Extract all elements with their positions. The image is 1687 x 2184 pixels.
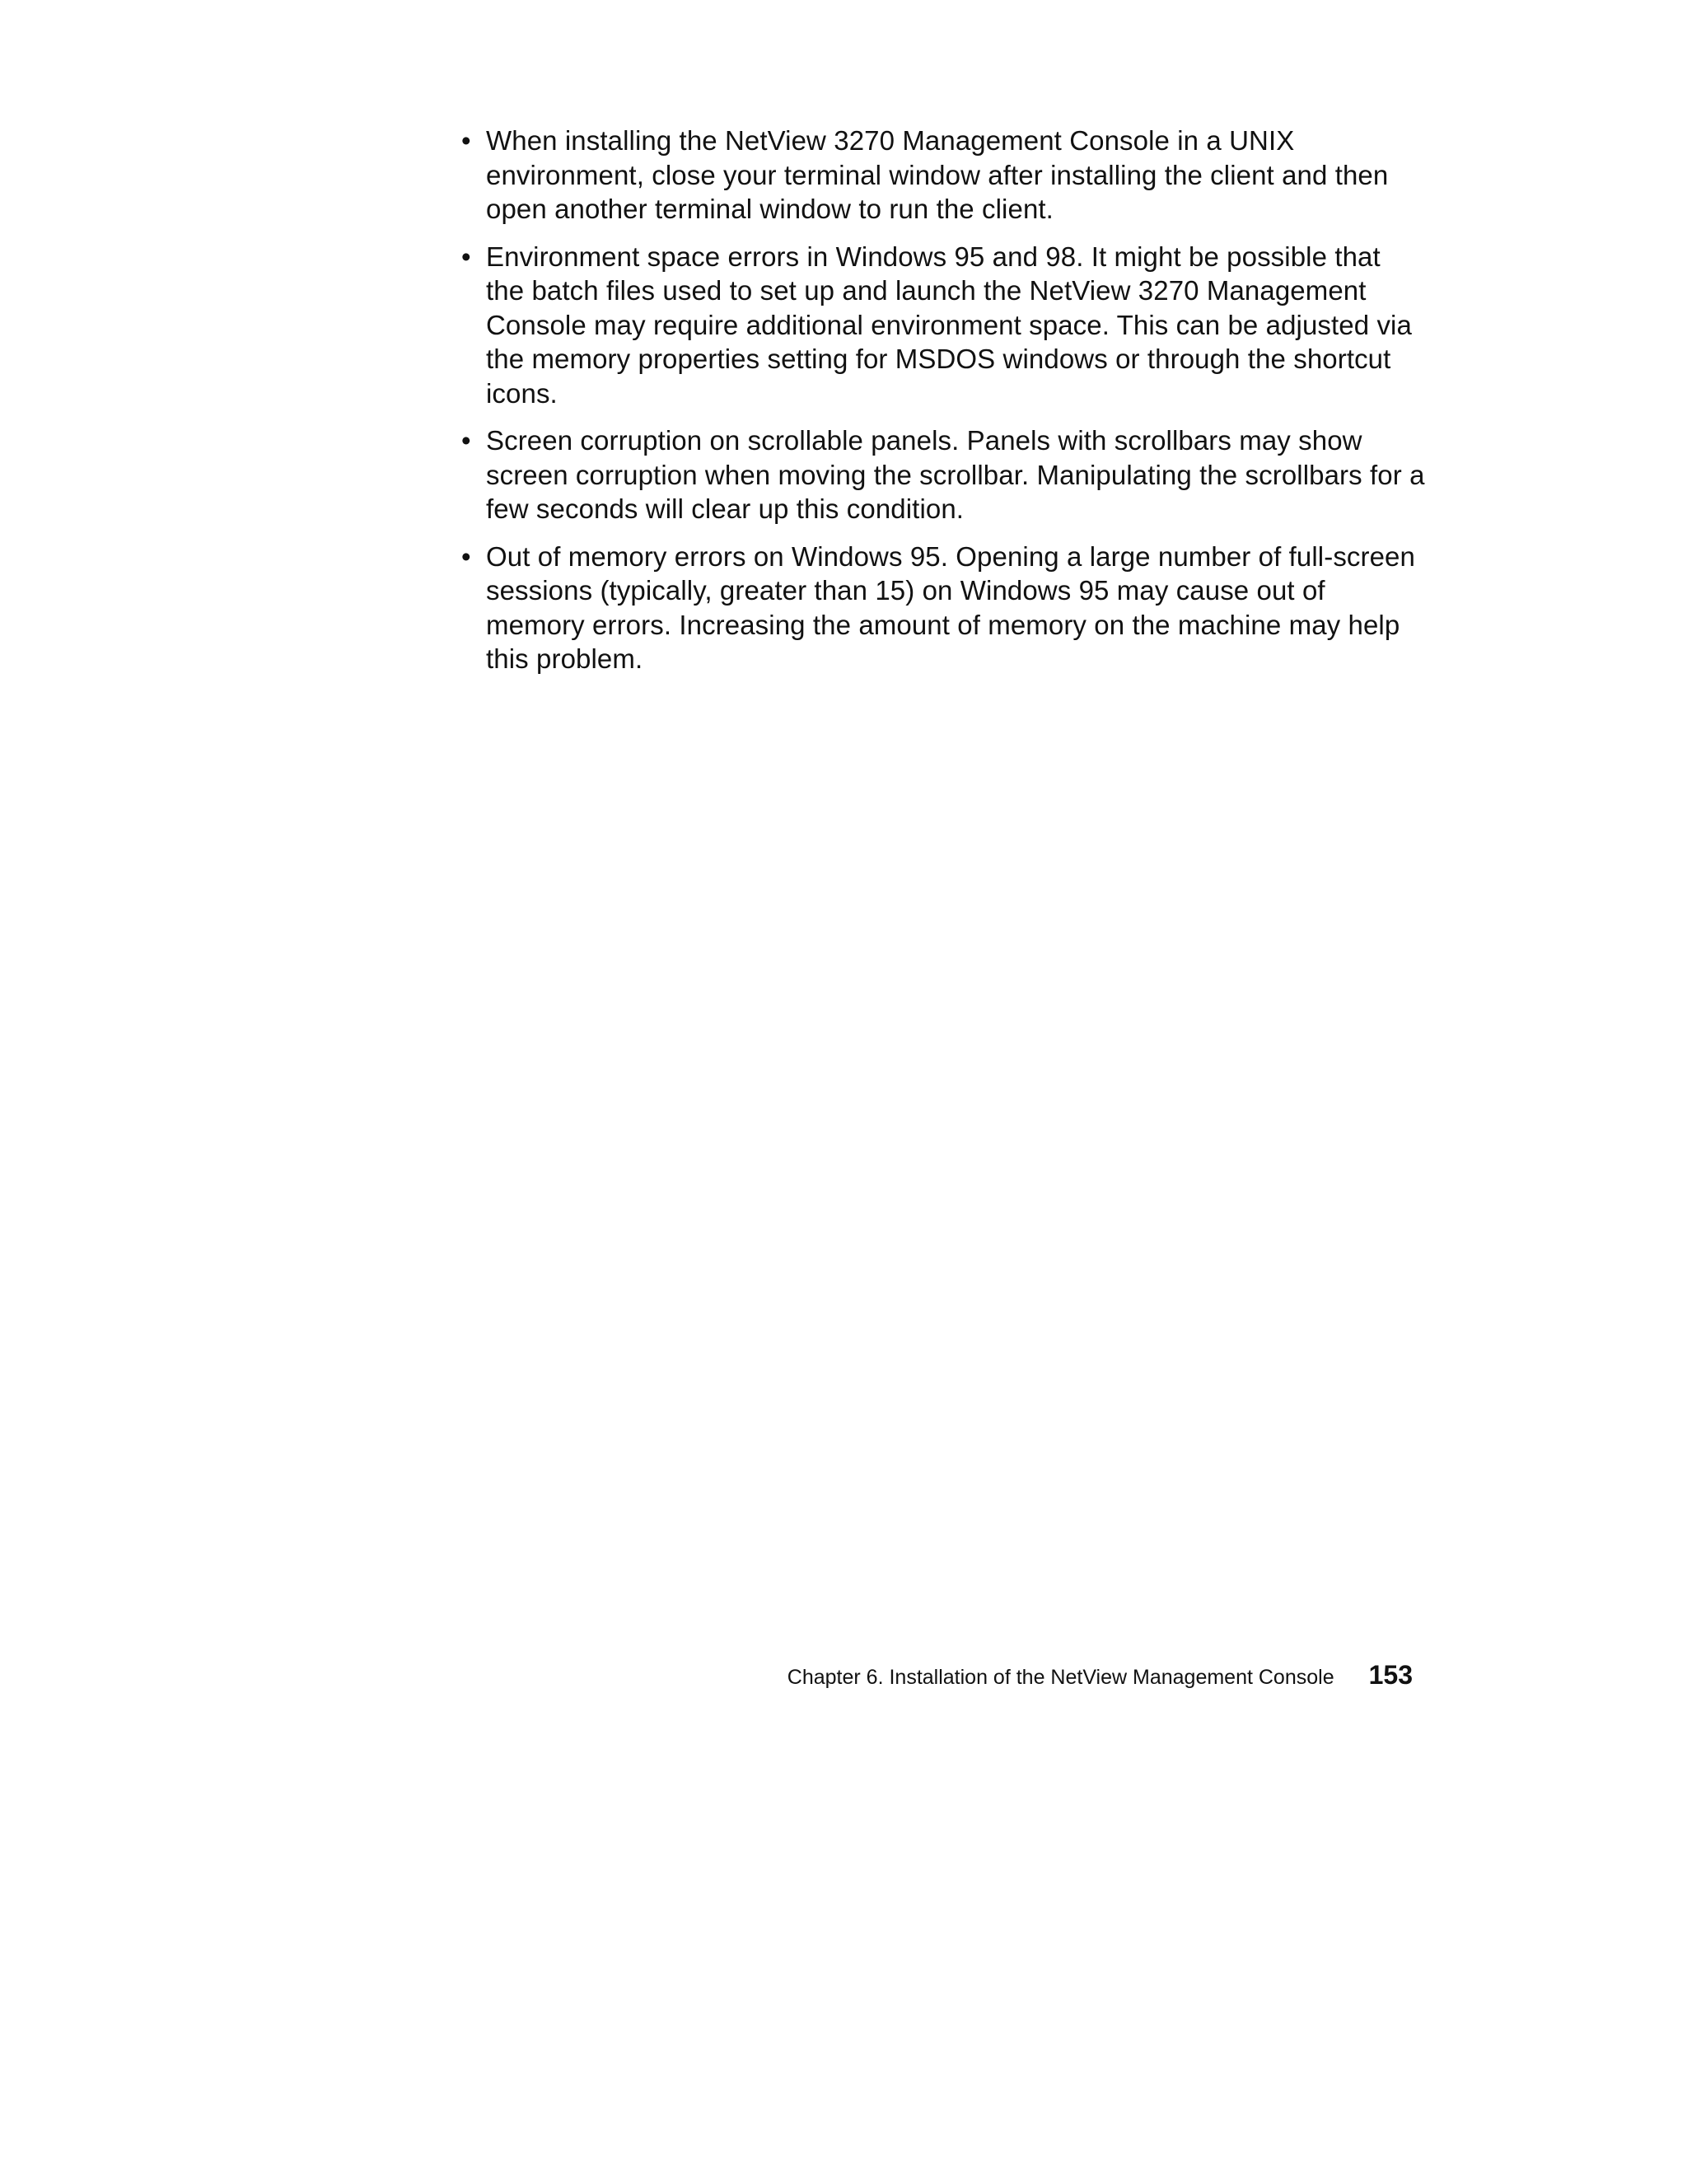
- page-body: [461, 124, 1425, 690]
- list-item-text: Screen corruption on scrollable panels. Panels with scrollbars may show screen corruption when moving the scrollbar. Manipulating the scrollbars for a few seconds will clear up this condition.: [486, 425, 1425, 524]
- page-number: 153: [1368, 1660, 1413, 1690]
- list-item-text: When installing the NetView 3270 Management Console in a UNIX environment, close your terminal window after installing the client and then open another terminal window to run the client.: [486, 125, 1389, 224]
- list-item: [461, 124, 1425, 227]
- bullet-icon: •: [461, 425, 471, 456]
- bullet-list: [461, 124, 1425, 676]
- bullet-icon: •: [461, 540, 471, 572]
- list-item: [461, 240, 1425, 411]
- bullet-icon: •: [461, 125, 471, 156]
- list-item-text: Out of memory errors on Windows 95. Opening a large number of full-screen sessions (typically, greater than 15) on Windows 95 may cause out of memory errors. Increasing the amount of memory on the machine may help this problem.: [486, 540, 1415, 674]
- list-item-text: Environment space errors in Windows 95 and 98. It might be possible that the batch files used to set up and launch the NetView 3270 Management Console may require additional environment space. This can be adjusted via the memory properties setting for MSDOS windows or through the shortcut icons.: [486, 241, 1412, 409]
- chapter-title: Chapter 6. Installation of the NetView Management Console: [787, 1666, 1334, 1689]
- list-item: [461, 423, 1425, 526]
- page-footer: [741, 1660, 1413, 1691]
- list-item: [461, 540, 1425, 676]
- bullet-icon: •: [461, 241, 471, 272]
